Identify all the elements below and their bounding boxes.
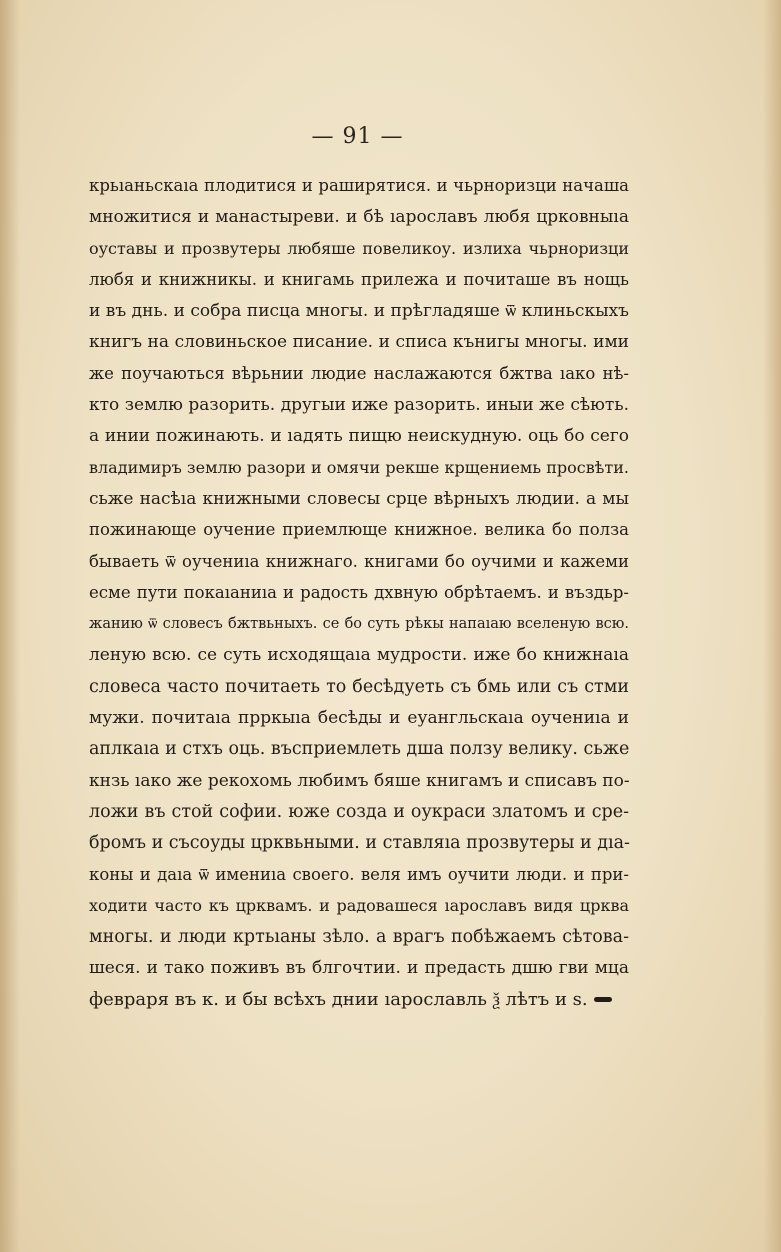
- text-line: словеса часто почитаеть то бесѣдуеть съ бмь или съ стми: [89, 676, 629, 697]
- text-line: аплкаıа и стхъ оць. въсприемлеть дша ползу велику. сьже: [89, 739, 630, 760]
- text-line: и въ днь. и собра писца многы. и прѣгладяше ѿ клиньскыхъ: [89, 301, 629, 322]
- body-text: [89, 166, 629, 1011]
- text-line: коны и даıа ѿ имениıа своего. веля имъ оучити люди. и при-: [89, 864, 629, 884]
- text-line: крьıаньскаıа плодитися и раширятися. и чьрноризци начаша: [89, 176, 629, 195]
- text-line: ходити часто къ црквамъ. и радовашеся ıарославъ видя црква: [89, 895, 629, 915]
- text-line: кто землю разорить. другыи иже разорить. иныи же сѣють.: [89, 395, 629, 416]
- page-edge-left: [0, 0, 20, 1252]
- text-line: множитися и манастыреви. и бѣ ıарославъ любя црковныıа: [89, 207, 629, 228]
- text-line: любя и книжникы. и книгамь прилежа и почиташе въ нощь: [89, 269, 629, 289]
- text-line: пожинающе оучение приемлюще книжное. велика бо полза: [89, 520, 629, 540]
- end-ornament-icon: [594, 997, 612, 1002]
- text-line: мужи. почитаıа прркыıа бесѣды и еуангльскаıа оучениıа и: [89, 708, 629, 729]
- text-line-final: [89, 980, 629, 1011]
- text-line: сьже насѣıа книжными словесы срце вѣрныхъ людии. а мы: [89, 488, 629, 509]
- text-line: оуставы и прозвутеры любяше повеликоу. излиха чьрноризци: [89, 238, 629, 258]
- text-line: есме пути покаıаниıа и радость дхвную обрѣтаемъ. и въздьр-: [89, 582, 629, 602]
- text-line: бромъ и съсоуды црквьными. и ставляıа прозвутеры и дıа-: [89, 833, 630, 854]
- text-line: владимиръ землю разори и омячи рекше крщениемь просвѣти.: [89, 457, 629, 477]
- final-line-text: февраря въ к. и бы всѣхъ днии ıарославль ѯ лѣтъ и ѕ.: [89, 988, 588, 1010]
- text-line: леную всю. се суть исходящаıа мудрости. иже бо книжнаıа: [89, 645, 629, 666]
- page-edge-right: [763, 0, 781, 1252]
- text-line: книгъ на словиньское писание. и списа кънигы многы. ими: [89, 332, 629, 353]
- text-line: же поучаються вѣрьнии людие наслажаются бжтва ıако нѣ-: [89, 363, 629, 383]
- text-line: многы. и люди кртьıаны зѣло. а врагъ побѣжаемъ сѣтова-: [89, 927, 629, 948]
- text-line: а инии пожинають. и ıадять пищю неискудную. оць бо сего: [89, 426, 629, 447]
- page-number: — 91 —: [311, 124, 404, 149]
- text-line: жанию ѿ словесъ бжтвьныхъ. се бо суть рѣкы напаıаю вселеную всю.: [89, 616, 629, 633]
- text-line: бываеть ѿ оучениıа книжнаго. книгами бо оучими и кажеми: [89, 551, 629, 571]
- text-line: ложи въ стой софии. юже созда и оукраси златомъ и сре-: [89, 801, 629, 822]
- text-line: шеся. и тако поживъ въ блгочтии. и предасть дшю гви мца: [89, 958, 629, 979]
- text-line: кнзь ıако же рекохомь любимъ бяше книгамъ и списавъ по-: [89, 770, 630, 791]
